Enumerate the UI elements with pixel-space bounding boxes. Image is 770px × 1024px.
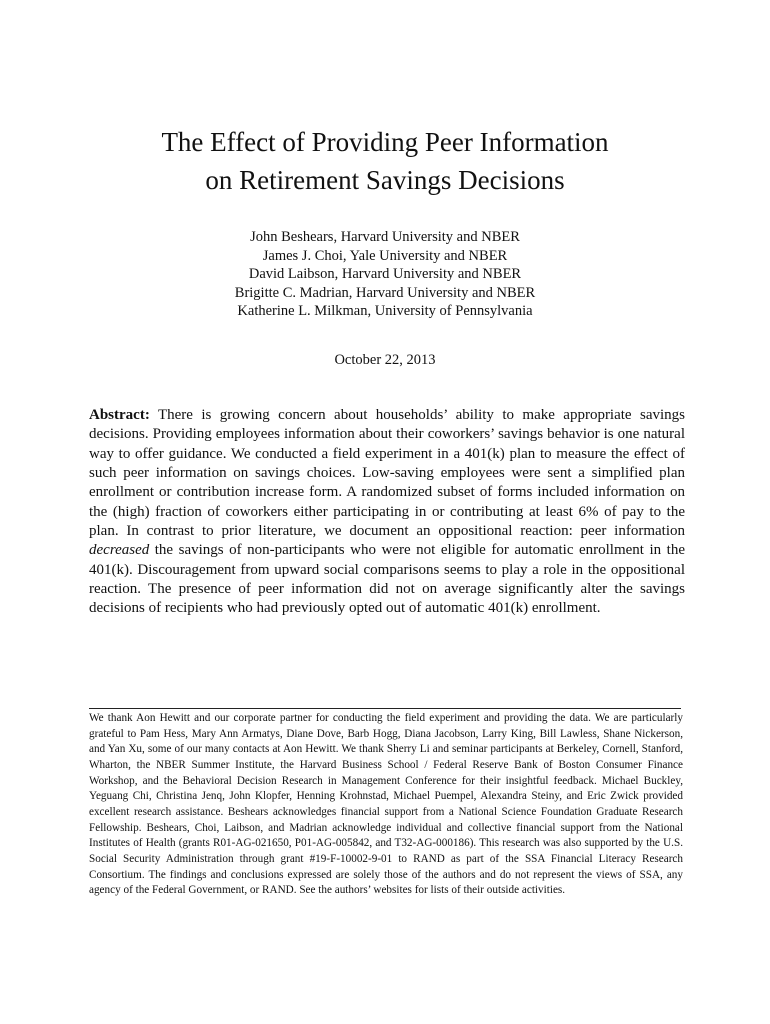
footnote-separator xyxy=(89,708,681,709)
paper-title xyxy=(0,123,770,199)
title-line-1: The Effect of Providing Peer Information xyxy=(161,127,609,157)
author-line: Katherine L. Milkman, University of Pennsylvania xyxy=(237,303,533,320)
abstract-emphasis: decreased xyxy=(89,542,150,559)
author-list xyxy=(0,228,770,321)
abstract-label: Abstract: xyxy=(89,407,150,423)
publication-date: October 22, 2013 xyxy=(334,352,436,368)
title-line-2: on Retirement Savings Decisions xyxy=(205,165,565,195)
author-line: James J. Choi, Yale University and NBER xyxy=(262,247,508,264)
abstract-text-part-1: There is growing concern about households’ ability to make appropriate savings decisions. Providing employees information about their coworkers’ savings behavior is one natural way to offer guidance. We conducted a field experiment in a 401(k) plan to measure the effect of such peer information on savings choices. Low-saving employees were sent a simplified plan enrollment or contribution increase form. A randomized subset of forms included information on the (high) fraction of coworkers either participating in or contributing at least 6% of pay to the plan. In contrast to prior literature, we document an oppositional reaction: peer information xyxy=(89,407,685,540)
abstract-text-part-2: the savings of non-participants who were not eligible for automatic enrollment in the 401(k). Discouragement from upward social comparisons seems to play a role in the oppositional reaction. The presence of peer information did not on average significantly alter the savings decisions of recipients who had previously opted out of automatic 401(k) enrollment. xyxy=(89,542,685,617)
author-line: David Laibson, Harvard University and NBER xyxy=(248,266,522,283)
acknowledgements-footnote: We thank Aon Hewitt and our corporate partner for conducting the field experiment and providing the data. We are particularly grateful to Pam Hess, Mary Ann Armatys, Diane Dove, Barb Hogg, Diana Jacobson, Larry King, Bill Lawless, Shane Nickerson, and Yan Xu, some of our many contacts at Aon Hewitt. We thank Sherry Li and seminar participants at Berkeley, Cornell, Stanford, Wharton, the NBER Summer Institute, the Harvard Business School / Federal Reserve Bank of Boston Consumer Finance Workshop, and the Behavioral Decision Research in Management Conference for their insightful feedback. Michael Buckley, Yeguang Chi, Christina Jenq, John Klopfer, Henning Krohnstad, Michael Puempel, Alexandra Steiny, and Eric Zwick provided excellent research assistance. Beshears acknowledges financial support from a National Science Foundation Graduate Research Fellowship. Beshears, Choi, Laibson, and Madrian acknowledge individual and collective financial support from the National Institutes of Health (grants R01-AG-021650, P01-AG-005842, and T32-AG-000186). This research was also supported by the U.S. Social Security Administration through grant #19-F-10002-9-01 to RAND as part of the SSA Financial Literacy Research Consortium. The findings and conclusions expressed are solely those of the authors and do not represent the views of SSA, any agency of the Federal Government, or RAND. See the authors’ websites for lists of their outside activities. xyxy=(89,712,683,897)
abstract xyxy=(89,406,685,619)
author-line: Brigitte C. Madrian, Harvard University and NBER xyxy=(234,284,536,301)
author-line: John Beshears, Harvard University and NBER xyxy=(250,229,520,245)
